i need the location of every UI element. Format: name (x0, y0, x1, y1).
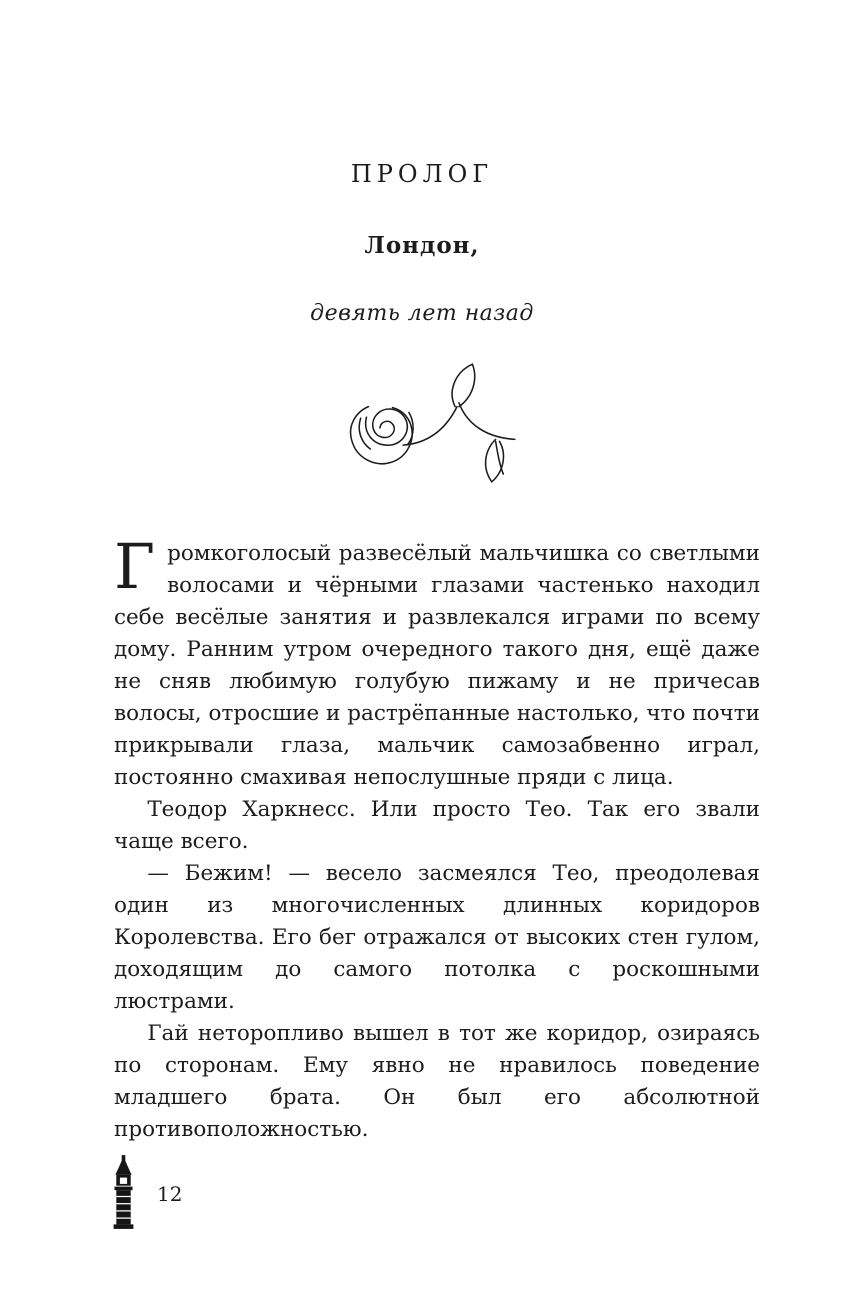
page-number: 12 (157, 1182, 183, 1206)
time-heading: девять лет назад (310, 301, 534, 326)
paragraph-first-text: ромкоголосый развесёлый мальчишка со светлыми волосами и чёрными глазами частенько находил себе весёлые занятия и развлекался играми по всему дому. Ранним утром очередного такого дня, ещё даже не сняв любимую голубую пижаму и не причесав волосы, отросшие и растрёпанные настолько, что почти прикрывали глаза, мальчик самозабвенно играл, постоянно смахивая непослушные пряди с лица. (114, 541, 760, 790)
body-text (0, 530, 844, 1146)
location-heading: Лондон, (364, 232, 480, 259)
big-ben-icon (110, 1155, 137, 1233)
paragraph: Теодор Харкнесс. Или просто Тео. Так его звали чаще всего. (114, 797, 760, 854)
paragraph-first (114, 530, 760, 794)
paragraph: — Бежим! — весело засмеялся Тео, преодолевая один из многочисленных длинных коридоров Королевства. Его бег отражался от высоких стен гулом, доходящим до самого потолка с роскошными люстрами. (114, 861, 760, 1014)
paragraph: Гай неторопливо вышел в тот же коридор, озираясь по сторонам. Ему явно не нравилось поведение младшего брата. Он был его абсолютной противоположностью. (114, 1021, 760, 1142)
chapter-title: ПРОЛОГ (350, 160, 494, 188)
dropcap-letter: Г (114, 530, 156, 603)
chapter-header (0, 0, 844, 326)
rose-illustration (0, 350, 844, 500)
page-footer (110, 1155, 182, 1233)
